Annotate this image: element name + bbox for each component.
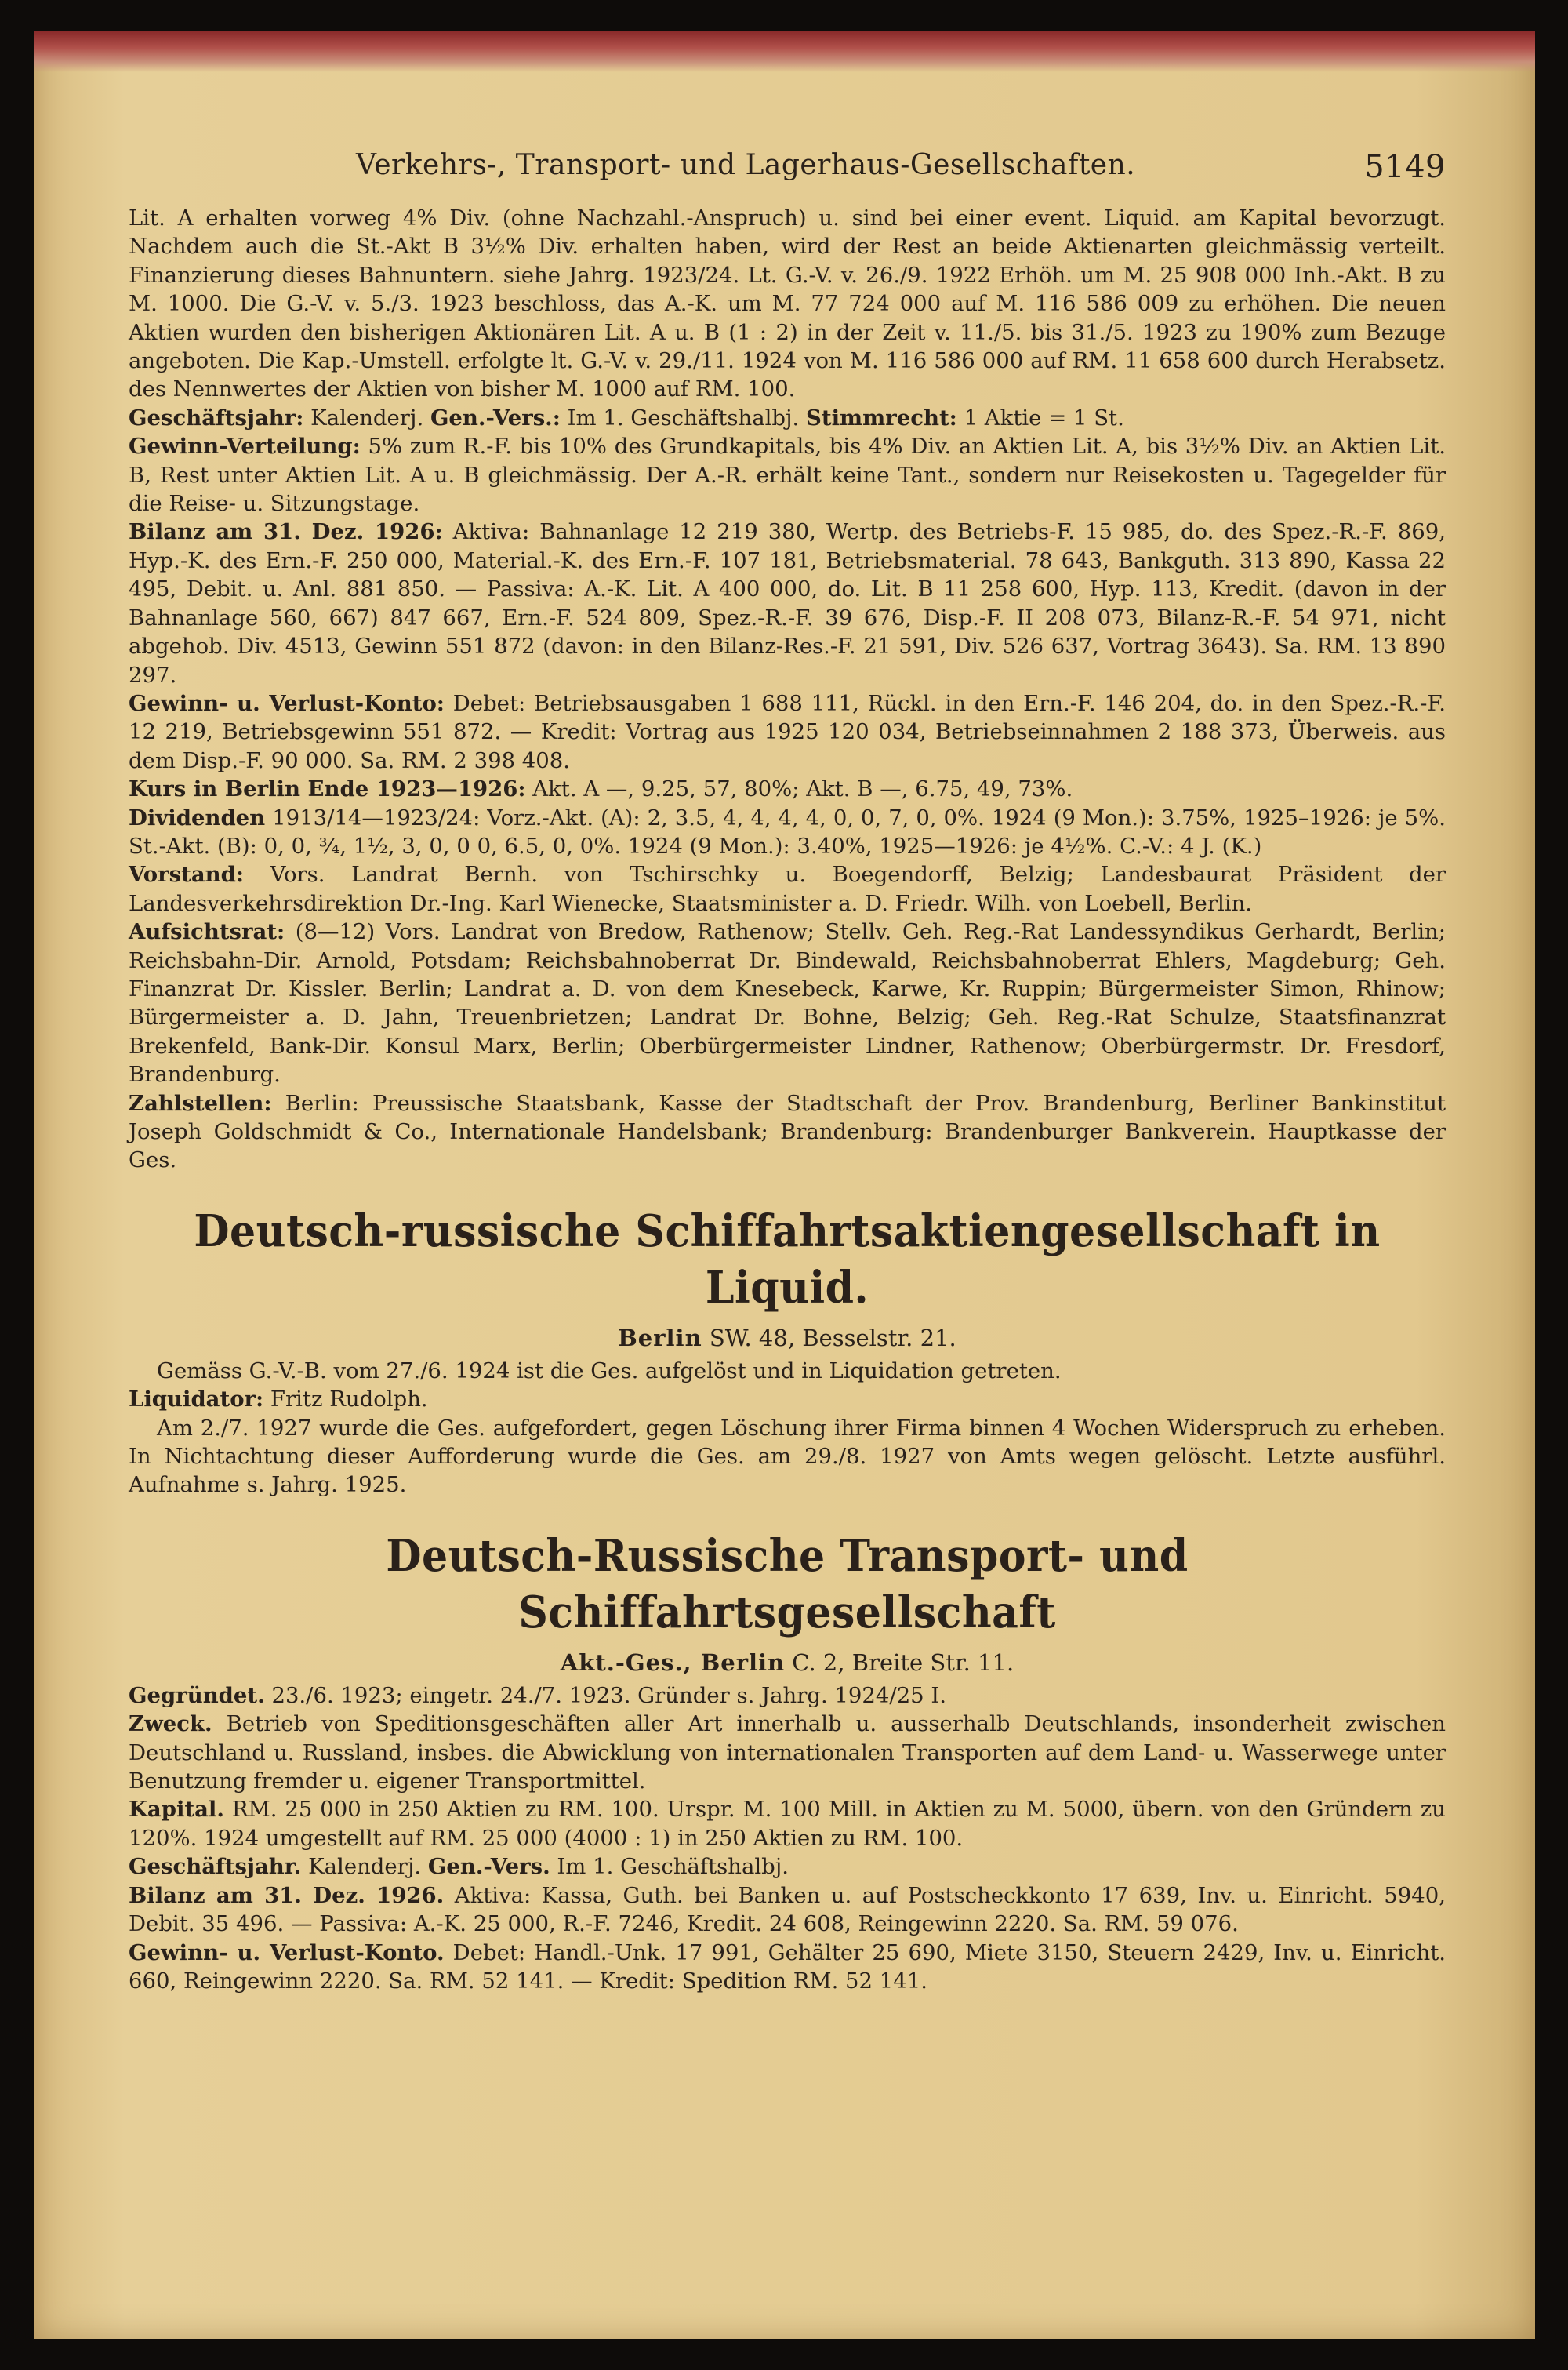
book-page [34, 31, 1535, 2339]
s3-guv-text: Debet: Handl.-Unk. 17 991, Gehälter 25 690, Miete 3150, Steuern 2429, Inv. u. Einricht. 660, Reingewinn 2220. Sa. RM. 52 141. — Kredit: Spedition RM. 52 141. [129, 1939, 1446, 1994]
s3-bilanz-text: Aktiva: Kassa, Guth. bei Banken u. auf Postscheckkonto 17 639, Inv. u. Einricht. 5940, Debit. 35 496. — Passiva: A.-K. 25 000, R.-F. 7246, Kredit. 24 608, Reingewinn 2220. Sa. RM. 59 076. [129, 1882, 1446, 1937]
s3-gegruendet-label: Gegründet. [129, 1682, 265, 1708]
s3-zweck-text: Betrieb von Speditionsgeschäften aller Art innerhalb u. ausserhalb Deutschlands, insonderheit zwischen Deutschland u. Russland, insbes. die Abwicklung von internationalen Transporten auf dem Land- u. Wasserwege unter Benutzung fremder u. eigener Transportmittel. [129, 1711, 1446, 1794]
header-title: Verkehrs-, Transport- und Lagerhaus-Gesellschaften. [356, 149, 1136, 181]
s1-guv-label: Gewinn- u. Verlust-Konto: [129, 690, 445, 716]
running-header [129, 149, 1446, 204]
s1-guv-text: Debet: Betriebsausgaben 1 688 111, Rückl. in den Ern.-F. 146 204, do. in den Spez.-R.-F. 12 219, Betriebsgewinn 551 872. — Kredit: Vortrag aus 1925 120 034, Betriebseinnahmen 2 188 373, Überweis. aus dem Disp.-F. 90 000. Sa. RM. 2 398 408. [129, 690, 1446, 773]
s3-genvers-label: Gen.-Vers. [427, 1854, 550, 1880]
s3-gegruendet-text: 23./6. 1923; eingetr. 24./7. 1923. Gründer s. Jahrg. 1924/25 I. [264, 1682, 947, 1708]
s1-kurs [129, 775, 1446, 803]
page-top-edge [34, 31, 1535, 72]
s1-stimmrecht-label: Stimmrecht: [806, 405, 957, 431]
s1-zahlstellen [129, 1089, 1446, 1175]
s1-dividenden-label: Dividenden [129, 805, 266, 831]
s1-paragraph-capital: Lit. A erhalten vorweg 4% Div. (ohne Nachzahl.-Anspruch) u. sind bei einer event. Liquid. am Kapital bevorzugt. Nachdem auch die St.-Akt B 3½% Div. erhalten haben, wird der Rest an beide Aktienarten gleichmässig verteilt. Finanzierung dieses Bahnuntern. siehe Jahrg. 1923/24. Lt. G.-V. v. 26./9. 1922 Erhöh. um M. 25 908 000 Inh.-Akt. B zu M. 1000. Die G.-V. v. 5./3. 1923 beschloss, das A.-K. um M. 77 724 000 auf M. 116 586 009 zu erhöhen. Die neuen Aktien wurden den bisherigen Aktionären Lit. A u. B (1 : 2) in der Zeit v. 11./5. bis 31./5. 1923 zu 190% zum Bezuge angeboten. Die Kap.-Umstell. erfolgte lt. G.-V. v. 29./11. 1924 von M. 116 586 000 auf RM. 11 658 600 durch Herabsetz. des Nennwertes der Aktien von bisher M. 1000 auf RM. 100. [129, 205, 1446, 402]
s3-company-form: Akt.-Ges., Berlin [560, 1648, 786, 1676]
s3-zweck-label: Zweck. [129, 1711, 212, 1737]
s1-dividenden-text: 1913/14—1923/24: Vorz.-Akt. (A): 2, 3.5, 4, 4, 4, 4, 0, 0, 7, 0, 0%. 1924 (9 Mon.): 3.75%, 1925–1926: je 5%. St.-Akt. (B): 0, 0, ¾, 1½, 3, 0, 0 0, 6.5, 0, 0%. 1924 (9 Mon.): 3.40%, 1925—1926: je 4½%. C.-V.: 4 J. (K.) [129, 805, 1446, 859]
s1-vorstand-text: Vors. Landrat Bernh. von Tschirschky u. Boegendorff, Belzig; Landesbaurat Präsident der Landesverkehrsdirektion Dr.-Ing. Karl Wienecke, Staatsminister a. D. Friedr. Wilh. von Loebell, Berlin. [129, 862, 1446, 916]
s3-gegruendet [129, 1681, 1446, 1710]
s1-vorstand [129, 860, 1446, 918]
s1-kurs-text: Akt. A —, 9.25, 57, 80%; Akt. B —, 6.75, 49, 73%. [525, 776, 1073, 802]
s2-liquidator-text: Fritz Rudolph. [263, 1387, 428, 1412]
s3-address-line [129, 1647, 1446, 1678]
s1-dividenden [129, 804, 1446, 861]
s1-aufsichtsrat-text: (8—12) Vors. Landrat von Bredow, Rathenow; Stellv. Geh. Reg.-Rat Landessyndikus Gerhardt, Berlin; Reichsbahn-Dir. Arnold, Potsdam; Reichsbahnoberrat Dr. Bindewald, Reichsbahnoberrat Ehlers, Magdeburg; Geh. Finanzrat Dr. Kissler. Berlin; Landrat a. D. von dem Knesebeck, Karwe, Kr. Ruppin; Bürgermeister Simon, Rhinow; Bürgermeister a. D. Jahn, Treuenbrietzen; Landrat Dr. Bohne, Belzig; Geh. Reg.-Rat Schulze, Staatsfinanzrat Brekenfeld, Bank-Dir. Konsul Marx, Berlin; Oberbürgermeister Lindner, Rathenow; Oberbürgermstr. Dr. Fresdorf, Brandenburg. [129, 919, 1446, 1088]
s1-aufsichtsrat [129, 918, 1446, 1089]
s1-genvers-text: Im 1. Geschäftshalbj. [560, 405, 807, 431]
s1-meta-line [129, 404, 1446, 432]
s3-bilanz-label: Bilanz am 31. Dez. 1926. [129, 1882, 445, 1908]
s1-genvers-label: Gen.-Vers.: [430, 405, 561, 431]
s1-bilanz [129, 518, 1446, 689]
s1-kurs-label: Kurs in Berlin Ende 1923—1926: [129, 776, 526, 802]
s3-genvers-text: Im 1. Geschäftshalbj. [550, 1854, 789, 1880]
s2-address-line [129, 1322, 1446, 1354]
page-number: 5149 [1364, 149, 1446, 185]
s1-gewinnverteilung [129, 432, 1446, 518]
s2-paragraph-2: Am 2./7. 1927 wurde die Ges. aufgefordert, gegen Löschung ihrer Firma binnen 4 Wochen Widerspruch zu erheben. In Nichtachtung dieser Aufforderung wurde die Ges. am 29./8. 1927 von Amts wegen gelöscht. Letzte ausführl. Aufnahme s. Jahrg. 1925. [129, 1415, 1446, 1498]
s2-heading: Deutsch-russische Schiffahrtsaktiengesellschaft in Liquid. [194, 1205, 1381, 1314]
s2-liquidator-label: Liquidator: [129, 1387, 264, 1412]
s1-bilanz-label: Bilanz am 31. Dez. 1926: [129, 519, 443, 545]
s3-kapital-text: RM. 25 000 in 250 Aktien zu RM. 100. Urspr. M. 100 Mill. in Aktien zu M. 5000, übern. von den Gründern zu 120%. 1924 umgestellt auf RM. 25 000 (4000 : 1) in 250 Aktien zu RM. 100. [129, 1797, 1446, 1851]
s1-geschaeftsjahr-label: Geschäftsjahr: [129, 405, 304, 431]
page-content [129, 149, 1446, 1995]
s3-heading: Deutsch-Russische Transport- und Schiffahrtsgesellschaft [386, 1529, 1189, 1638]
s3-kapital [129, 1795, 1446, 1852]
s2-liquidator [129, 1385, 1446, 1413]
s1-gewinnverteilung-label: Gewinn-Verteilung: [129, 434, 361, 460]
s1-gewinnverteilung-text: 5% zum R.-F. bis 10% des Grundkapitals, bis 4% Div. an Aktien Lit. A, bis 3½% Div. an Aktien Lit. B, Rest unter Aktien Lit. A u. B gleichmässig. Der A.-R. erhält keine Tant., sondern nur Reisekosten u. Tagegelder für die Reise- u. Sitzungstage. [129, 434, 1446, 517]
s3-zweck [129, 1710, 1446, 1795]
s1-bilanz-text: Aktiva: Bahnanlage 12 219 380, Wertp. des Betriebs-F. 15 985, do. des Spez.-R.-F. 869, Hyp.-K. des Ern.-F. 250 000, Material.-K. des Ern.-F. 107 181, Betriebsmaterial. 78 643, Bankguth. 313 890, Kassa 22 495, Debit. u. Anl. 881 850. — Passiva: A.-K. Lit. A 400 000, do. Lit. B 11 258 600, Hyp. 113, Kredit. (davon in der Bahnanlage 560, 667) 847 667, Ern.-F. 524 809, Spez.-R.-F. 39 676, Disp.-F. II 208 073, Bilanz-R.-F. 54 971, nicht abgehob. Div. 4513, Gewinn 551 872 (davon: in den Bilanz-Res.-F. 21 591, Div. 526 637, Vortrag 3643). Sa. RM. 13 890 297. [129, 519, 1446, 688]
s1-stimmrecht-text: 1 Aktie = 1 St. [956, 405, 1124, 431]
s3-guv-label: Gewinn- u. Verlust-Konto. [129, 1939, 445, 1965]
s2-city: Berlin [618, 1324, 702, 1351]
s3-kapital-label: Kapital. [129, 1797, 224, 1823]
s1-vorstand-label: Vorstand: [129, 862, 245, 888]
s1-geschaeftsjahr-text: Kalenderj. [303, 405, 430, 431]
s2-paragraph-1: Gemäss G.-V.-B. vom 27./6. 1924 ist die Ges. aufgelöst und in Liquidation getreten. [157, 1358, 1062, 1383]
s3-geschaeftsjahr-label: Geschäftsjahr. [129, 1854, 302, 1880]
s3-address: C. 2, Breite Str. 11. [785, 1648, 1014, 1676]
s3-meta-line [129, 1852, 1446, 1881]
s2-address: SW. 48, Besselstr. 21. [702, 1324, 956, 1351]
s3-guv [129, 1939, 1446, 1996]
s3-bilanz [129, 1881, 1446, 1939]
s3-geschaeftsjahr-text: Kalenderj. [301, 1854, 428, 1880]
s1-guv [129, 689, 1446, 775]
s1-zahlstellen-label: Zahlstellen: [129, 1090, 272, 1116]
s1-zahlstellen-text: Berlin: Preussische Staatsbank, Kasse der Stadtschaft der Prov. Brandenburg, Berliner Bankinstitut Joseph Goldschmidt & Co., Internationale Handelsbank; Brandenburg: Brandenburger Bankverein. Hauptkasse der Ges. [129, 1090, 1446, 1173]
s1-aufsichtsrat-label: Aufsichtsrat: [129, 919, 285, 945]
